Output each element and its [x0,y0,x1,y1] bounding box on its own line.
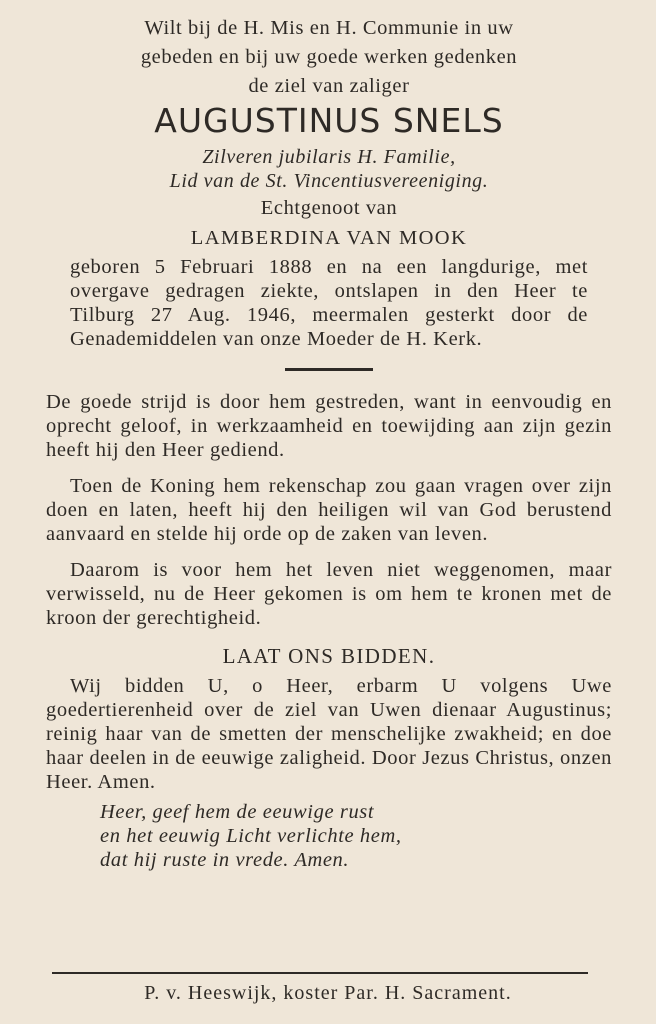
paragraph: De goede strijd is door hem gestreden, want in eenvoudig en oprecht geloof, in werkzaamheid en toewijding aan zijn gezin heeft hij den Heer gediend. [46,391,612,461]
spouse-name: LAMBERDINA VAN MOOK [190,227,468,249]
deceased-name: AUGUSTINUS SNELS [154,101,504,140]
closing-verse [46,800,612,872]
prayer-text: Wij bidden U, o Heer, erbarm U volgens Uwe goedertierenheid over de ziel van Uwen dienaar Augustinus; reinig haar van de smetten der menschelijke zwakheid; en doe haar deelen in de eeuwige zaligheid. Door Jezus Christus, onzen Heer. Amen. [46,675,612,793]
spouse-intro: Echtgenoot van [260,197,398,219]
footer-divider [52,972,588,974]
closing-line: Heer, geef hem de eeuwige rust [100,801,375,823]
printer-credit: P. v. Heeswijk, koster Par. H. Sacrament. [144,982,512,1004]
closing-line: en het eeuwig Licht verlichte hem, [100,825,402,847]
role-line: Zilveren jubilaris H. Familie, [202,146,456,168]
biography: geboren 5 Februari 1888 en na een langdurige, met overgave gedragen ziekte, ontslapen in den Heer te Tilburg 27 Aug. 1946, meermalen gesterkt door de Genademiddelen van onze Moeder de H. Kerk. [70,256,588,350]
intro-line: Wilt bij de H. Mis en H. Communie in uw [144,17,514,39]
intro-line: de ziel van zaliger [248,75,410,97]
intro-line: gebeden en bij uw goede werken gedenken [140,46,518,68]
prayer-title: LAAT ONS BIDDEN. [222,644,436,668]
paragraph: Daarom is voor hem het leven niet weggenomen, maar verwisseld, nu de Heer gekomen is om hem te kronen met de kroon der gerechtigheid. [46,559,612,629]
paragraph: Toen de Koning hem rekenschap zou gaan vragen over zijn doen en laten, heeft hij den heiligen wil van God berustend aanvaard en stelde hij orde op de zaken van leven. [46,475,612,545]
roles [46,145,612,193]
divider [285,368,373,371]
closing-line: dat hij ruste in vrede. Amen. [100,849,350,871]
intro-text [46,14,612,101]
role-line: Lid van de St. Vincentiusvereeniging. [169,170,489,192]
